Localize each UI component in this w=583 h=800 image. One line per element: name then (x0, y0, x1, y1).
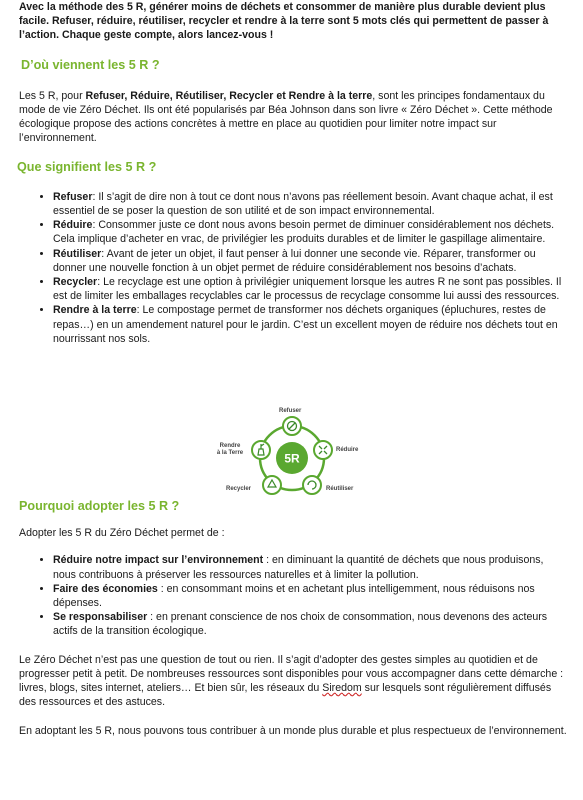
origin-text-end: , sont les principes fondamentaux du mode de vie Zéro Déchet. Ils ont été popularisés par Béa Johnson dans son livre « Zéro Déchet ». Cette méthode écologique propose des actions concrètes à mettre en place au quotidien pour limiter notre impact sur l’environnement. (19, 89, 553, 145)
list-item (53, 218, 567, 246)
intro-text: Avec la méthode des 5 R, générer moins de déchets et consommer de manière plus durable devient plus facile. Refuser, réduire, réutiliser, recycler et rendre à la terre sont 5 mots clés qui permettent de passer à l’action. Chaque geste compte, alors lancez-vous ! (19, 1, 549, 42)
label-rendre (214, 443, 246, 457)
origin-paragraph (19, 89, 567, 146)
list-item (53, 275, 567, 303)
label-recycler: Recycler (226, 486, 252, 492)
list-item-term: Réutiliser (53, 247, 102, 260)
list-item-term: Faire des économies (53, 582, 158, 595)
list-item-text: : en prenant conscience de nos choix de consommation, nous devenons des acteurs actifs de la transition écologique. (53, 611, 548, 638)
siredom-word: Siredom (322, 682, 362, 695)
list-item-text: : Le compostage permet de transformer nos déchets organiques (épluchures, restes de repas…) en un amendement naturel pour le jardin. C’est un excellent moyen de réduire nos déchets tout en nourrissant nos sols. (53, 304, 558, 345)
list-item (53, 553, 567, 581)
origin-text-start: Les 5 R, pour (19, 89, 86, 102)
list-item (53, 190, 567, 218)
label-rendre-line1: Rendre (219, 443, 241, 449)
reduire-node (314, 441, 332, 459)
list-item-text: : Consommer juste ce dont nous avons besoin permet de diminuer considérablement nos déchets. Cela implique d’acheter en vrac, de privilégier les produits durables et de limiter le gaspillage alimentaire. (53, 219, 555, 246)
reutiliser-node (303, 476, 321, 494)
why-lead: Adopter les 5 R du Zéro Déchet permet de : (19, 527, 225, 540)
label-rendre-line2: à la Terre (216, 450, 244, 456)
meaning-list (19, 190, 567, 346)
why-paragraph-1 (19, 653, 567, 710)
center-label: 5R (284, 451, 300, 466)
list-item-term: Refuser (53, 190, 93, 203)
list-item-text: : en diminuant la quantité de déchets que nous produisons, nous contribuons à préserver les ressources naturelles et à limiter la pollution. (53, 554, 544, 581)
list-item (53, 582, 567, 610)
list-item-term: Réduire (53, 219, 93, 232)
rendre-node (252, 441, 270, 459)
label-reutiliser: Réutiliser (326, 486, 354, 492)
label-reduire: Réduire (336, 447, 359, 453)
list-item-term: Se responsabiliser (53, 611, 148, 624)
list-item (53, 610, 567, 638)
list-item-term: Rendre à la terre (53, 304, 137, 317)
list-item-text: : Avant de jeter un objet, il faut penser à lui donner une seconde vie. Réparer, transformer ou donner une nouvelle fonction à un objet permet de réduire considérablement nos besoins d’achats. (53, 247, 536, 274)
heading-meaning: Que signifient les 5 R ? (17, 159, 157, 174)
document (19, 0, 567, 738)
list-item-term: Réduire notre impact sur l’environnement (53, 554, 264, 567)
heading-origin: D’où viennent les 5 R ? (21, 57, 160, 72)
list-item-text: : Le recyclage est une option à privilégier uniquement lorsque les autres R ne sont pas possibles. Il est de limiter les emballages recyclables car le processus de recyclage consomme lui aussi des ressources. (53, 276, 562, 303)
why-list (19, 553, 567, 638)
heading-why: Pourquoi adopter les 5 R ? (19, 499, 180, 514)
list-item-text: : Il s’agit de dire non à tout ce dont nous n’avons pas réellement besoin. Avant chaque achat, il est essentiel de se poser la question de son utilité et de son impact environnemental. (53, 190, 553, 218)
five-r-diagram (212, 406, 372, 503)
list-item (53, 247, 567, 275)
label-refuser: Refuser (279, 408, 302, 414)
paragraph-text: sur lesquels sont régulièrement diffusés des ressources et des astuces. (19, 682, 552, 709)
origin-text-bold: Refuser, Réduire, Réutiliser, Recycler et Rendre à la terre (85, 89, 373, 102)
list-item-term: Recycler (53, 276, 98, 289)
recycler-node (263, 476, 281, 494)
list-item-text: : en consommant moins et en achetant plus intelligemment, nous réduisons nos dépenses. (53, 582, 535, 610)
list-item (53, 303, 567, 346)
why-paragraph-2: En adoptant les 5 R, nous pouvons tous contribuer à un monde plus durable et plus respectueux de l’environnement. (19, 724, 567, 737)
paragraph-text: Le Zéro Déchet n’est pas une question de tout ou rien. Il s’agit d’adopter des gestes simples au quotidien et de progresser petit à petit. De nombreuses ressources sont disponibles pour vous accompagner dans cette démarche : livres, blogs, sites internet, ateliers… Et bien sûr, les réseaux du (19, 653, 564, 695)
refuser-node (283, 417, 301, 435)
